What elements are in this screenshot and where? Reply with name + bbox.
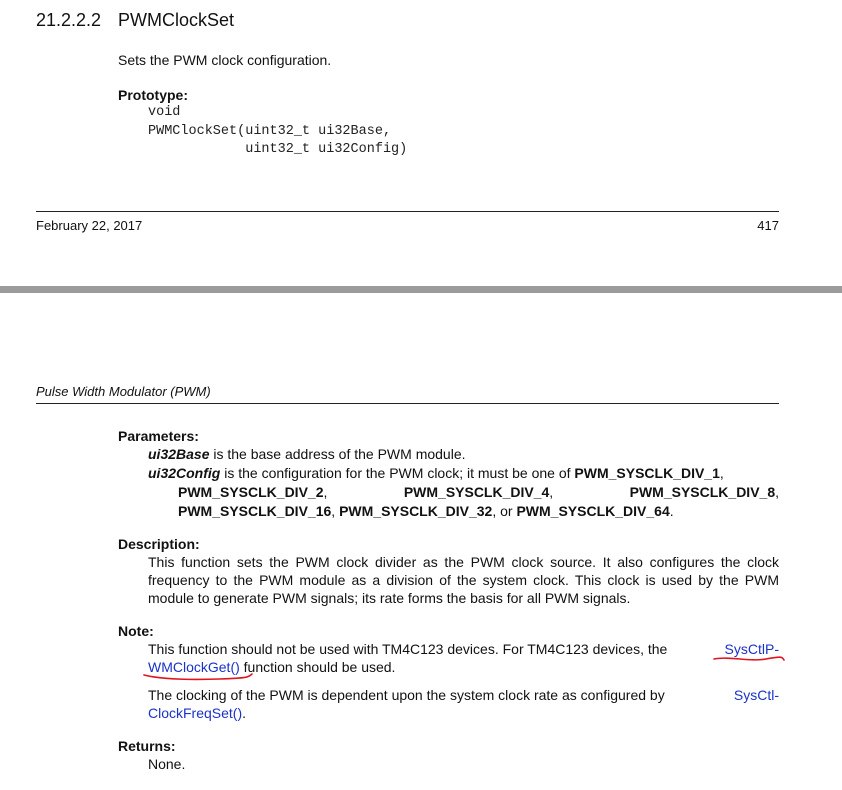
note-paragraph-2-line2 <box>148 704 246 722</box>
or-text: , or <box>492 503 517 519</box>
prototype-label: Prototype: <box>118 87 188 103</box>
page-separator <box>0 286 842 293</box>
comma: , <box>323 484 328 500</box>
sysctl-pwmclockget-link-cont[interactable]: WMClockGet() <box>148 659 240 675</box>
sysctl-pwmclockget-link[interactable]: SysCtlP- <box>724 641 779 657</box>
param-config-desc: is the configuration for the PWM clock; it must be one of <box>220 465 575 481</box>
param-config-name: ui32Config <box>148 465 221 481</box>
section-summary: Sets the PWM clock configuration. <box>118 52 332 68</box>
div16-constant: PWM_SYSCLK_DIV_16 <box>178 503 332 519</box>
note-text: This function should not be used with TM4C123 devices. For TM4C123 devices, the <box>148 641 668 657</box>
footer-date: February 22, 2017 <box>36 218 143 233</box>
note-paragraph-2-line1 <box>148 686 779 704</box>
sysctl-clockfreqset-link-cont[interactable]: ClockFreqSet() <box>148 705 243 721</box>
param-base <box>148 445 466 463</box>
div2-constant: PWM_SYSCLK_DIV_2 <box>178 484 324 500</box>
note-text: The clocking of the PWM is dependent upon the system clock rate as configured by <box>148 687 665 703</box>
running-header: Pulse Width Modulator (PWM) <box>36 384 211 399</box>
comma: , <box>719 465 724 481</box>
param-base-name: ui32Base <box>148 446 210 462</box>
prototype-line: uint32_t ui32Config) <box>148 142 408 157</box>
note-paragraph-1-line1 <box>148 640 779 658</box>
prototype-code <box>148 104 407 160</box>
sysctl-clockfreqset-link[interactable]: SysCtl- <box>733 687 779 703</box>
note-text: function should be used. <box>239 659 396 675</box>
div32-constant: PWM_SYSCLK_DIV_32 <box>339 503 493 519</box>
comma: , <box>549 484 554 500</box>
div64-constant: PWM_SYSCLK_DIV_64 <box>516 503 670 519</box>
parameters-label: Parameters: <box>118 428 199 444</box>
header-rule <box>36 403 779 404</box>
comma: , <box>775 484 779 500</box>
section-heading <box>36 8 234 32</box>
param-base-desc: is the base address of the PWM module. <box>209 446 466 462</box>
period: . <box>669 503 674 519</box>
param-config-line2 <box>178 483 779 501</box>
footer-rule <box>36 211 779 212</box>
note-text: . <box>242 705 247 721</box>
note-label: Note: <box>118 623 154 639</box>
prototype-line: void <box>148 105 181 120</box>
red-underline-annotation <box>140 670 258 684</box>
description-text: This function sets the PWM clock divider as the PWM clock source. It also configures the clock frequency to the PWM module as a division of the system clock. This clock is used by the PWM module to generate PWM signals; its rate forms the basis for all PWM signals. <box>148 554 779 606</box>
div8-constant: PWM_SYSCLK_DIV_8 <box>629 484 776 500</box>
div1-constant: PWM_SYSCLK_DIV_1 <box>574 465 720 481</box>
param-config-line1 <box>148 464 779 482</box>
prototype-line: PWMClockSet(uint32_t ui32Base, <box>148 123 392 139</box>
footer-page-number: 417 <box>757 218 779 233</box>
section-number: 21.2.2.2 <box>36 10 102 30</box>
red-underline-annotation <box>710 652 786 664</box>
returns-text: None. <box>148 756 186 772</box>
description-label: Description: <box>118 536 200 552</box>
returns-label: Returns: <box>118 738 176 754</box>
section-title: PWMClockSet <box>118 10 235 30</box>
comma: , <box>331 503 336 519</box>
param-config-line3 <box>178 502 674 520</box>
div4-constant: PWM_SYSCLK_DIV_4 <box>403 484 550 500</box>
